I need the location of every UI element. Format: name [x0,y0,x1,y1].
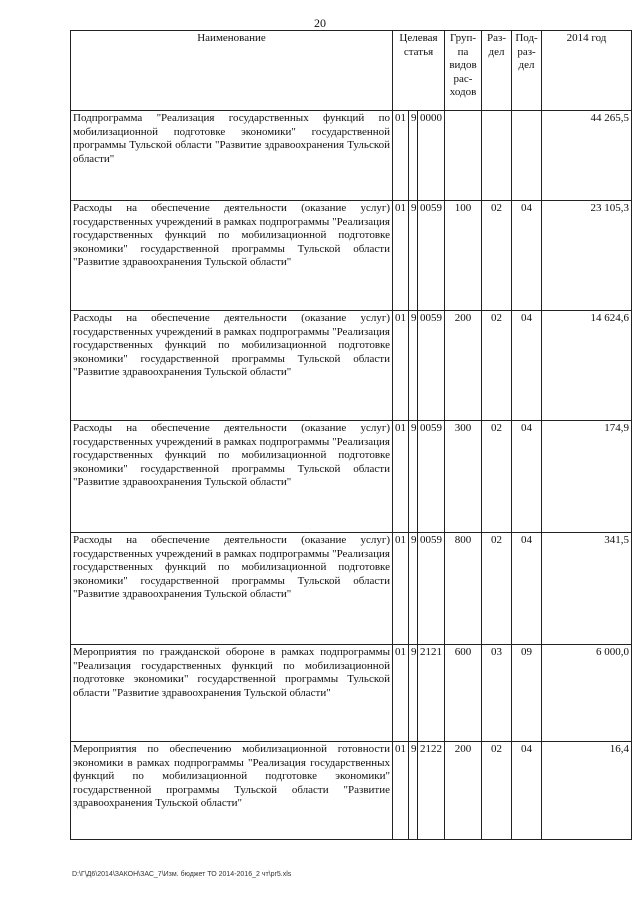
row-name: Расходы на обеспечение деятельности (оказание услуг) государственных учреждений в рамках подпрограммы "Реализация государственных функций по мобилизационной подготовке экономики" государственной программы Тульской области "Развитие здравоохранения Тульской области" [71,533,393,645]
target-code-3: 0059 [418,201,445,311]
table-row [71,533,632,645]
target-code-3: 0059 [418,421,445,533]
amount-2014: 44 265,5 [542,111,632,201]
expense-group: 300 [445,421,482,533]
row-name: Подпрограмма "Реализация государственных функций по мобилизационной подготовке экономики" государственной программы Тульской области "Развитие здравоохранения Тульской области" [71,111,393,201]
header-expense-group: Груп-па видов рас-ходов [445,31,482,111]
section [482,111,512,201]
target-code-3: 2122 [418,742,445,840]
section: 02 [482,201,512,311]
header-subsection: Под-раз-дел [512,31,542,111]
subsection: 04 [512,201,542,311]
row-name: Мероприятия по обеспечению мобилизационной готовности экономики в рамках подпрограммы "Реализация государственных функций по мобилизационной подготовке экономики" государственной программы Тульской области "Развитие здравоохранения Тульской области" [71,742,393,840]
header-target-article: Целевая статья [393,31,445,111]
target-code-1: 01 [393,201,409,311]
table-row [71,421,632,533]
expense-group: 600 [445,645,482,742]
row-name: Расходы на обеспечение деятельности (оказание услуг) государственных учреждений в рамках подпрограммы "Реализация государственных функций по мобилизационной подготовке экономики" государственной программы Тульской области "Развитие здравоохранения Тульской области" [71,311,393,421]
target-code-3: 0000 [418,111,445,201]
subsection [512,111,542,201]
row-name: Расходы на обеспечение деятельности (оказание услуг) государственных учреждений в рамках подпрограммы "Реализация государственных функций по мобилизационной подготовке экономики" государственной программы Тульской области "Развитие здравоохранения Тульской области" [71,421,393,533]
header-section: Раз-дел [482,31,512,111]
target-code-2: 9 [409,421,418,533]
section: 02 [482,742,512,840]
target-code-2: 9 [409,311,418,421]
table-row [71,111,632,201]
subsection: 09 [512,645,542,742]
expense-group [445,111,482,201]
amount-2014: 174,9 [542,421,632,533]
amount-2014: 14 624,6 [542,311,632,421]
header-name: Наименование [71,31,393,111]
section: 02 [482,533,512,645]
target-code-1: 01 [393,533,409,645]
section: 02 [482,311,512,421]
target-code-1: 01 [393,311,409,421]
expense-group: 100 [445,201,482,311]
amount-2014: 16,4 [542,742,632,840]
expense-group: 800 [445,533,482,645]
row-name: Расходы на обеспечение деятельности (оказание услуг) государственных учреждений в рамках подпрограммы "Реализация государственных функций по мобилизационной подготовке экономики" государственной программы Тульской области "Развитие здравоохранения Тульской области" [71,201,393,311]
target-code-1: 01 [393,421,409,533]
footer-file-path: D:\Г\Д6\2014\ЗАКОН\ЗАС_7\Изм. бюджет ТО 2014-2016_2 чт\pr5.xls [72,871,292,878]
target-code-1: 01 [393,111,409,201]
subsection: 04 [512,421,542,533]
amount-2014: 341,5 [542,533,632,645]
target-code-3: 2121 [418,645,445,742]
subsection: 04 [512,311,542,421]
section: 03 [482,645,512,742]
section: 02 [482,421,512,533]
target-code-2: 9 [409,201,418,311]
target-code-2: 9 [409,111,418,201]
budget-table [70,30,632,840]
table-header-row [71,31,632,111]
amount-2014: 6 000,0 [542,645,632,742]
table-row [71,201,632,311]
table-row [71,645,632,742]
target-code-1: 01 [393,645,409,742]
table-row [71,311,632,421]
expense-group: 200 [445,742,482,840]
amount-2014: 23 105,3 [542,201,632,311]
target-code-3: 0059 [418,533,445,645]
target-code-3: 0059 [418,311,445,421]
target-code-1: 01 [393,742,409,840]
page-number: 20 [314,16,326,30]
row-name: Мероприятия по гражданской обороне в рамках подпрограммы "Реализация государственных функций по мобилизационной подготовке экономики" государственной программы Тульской области "Развитие здравоохранения Тульской области" [71,645,393,742]
expense-group: 200 [445,311,482,421]
target-code-2: 9 [409,533,418,645]
header-year: 2014 год [542,31,632,111]
subsection: 04 [512,742,542,840]
subsection: 04 [512,533,542,645]
table-row [71,742,632,840]
target-code-2: 9 [409,645,418,742]
target-code-2: 9 [409,742,418,840]
